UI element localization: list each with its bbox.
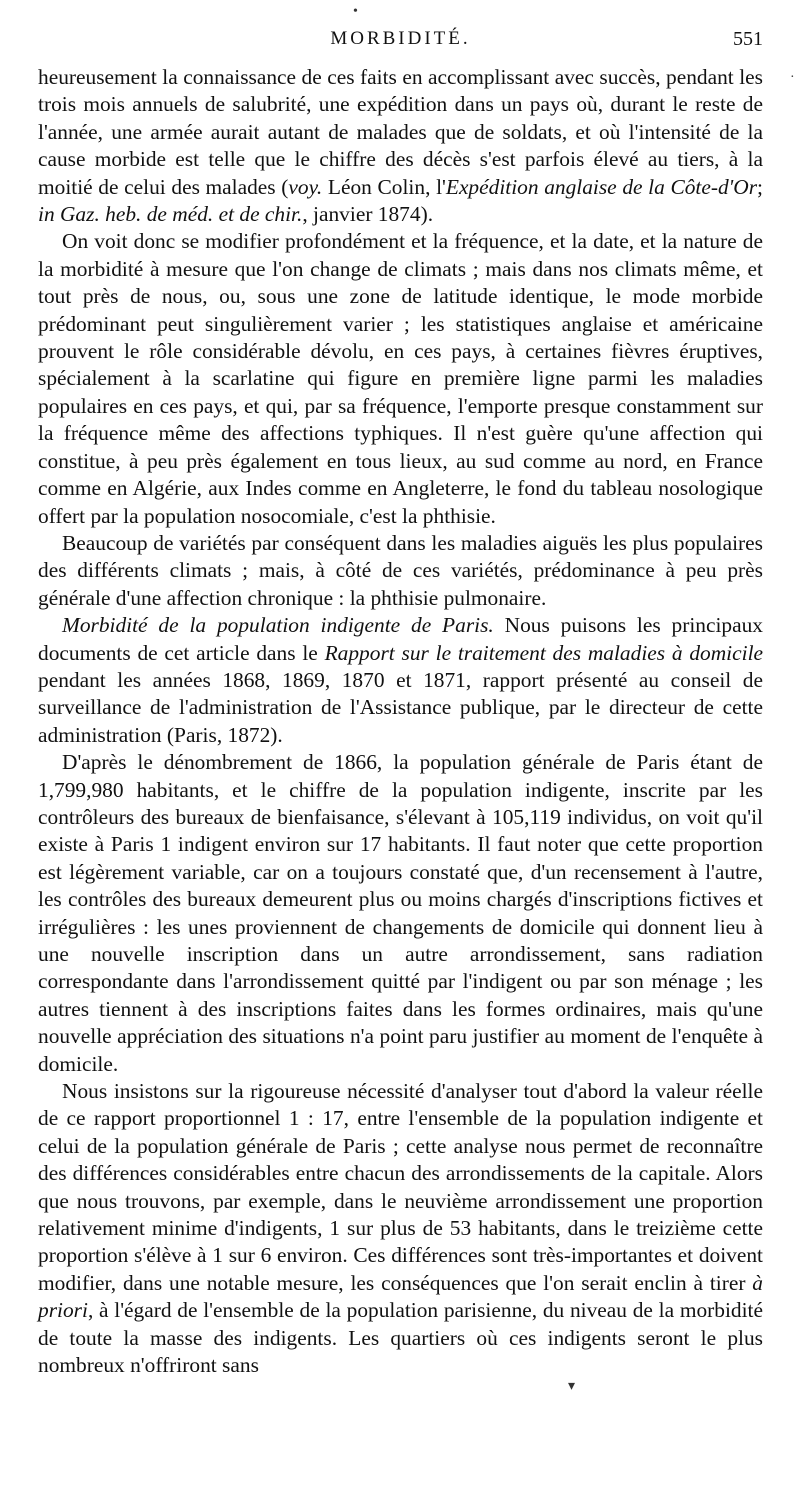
- text-run: ;: [757, 174, 763, 199]
- running-title: MORBIDITÉ.: [330, 28, 471, 49]
- italic-text: Expédition anglaise de la Côte-d'Or: [445, 174, 758, 199]
- italic-text: in Gaz. heb. de méd. et de chir.: [38, 202, 303, 227]
- text-run: D'après le dénombrement de 1866, la population générale de Paris étant de 1,799,980 habitants, et le chiffre de la population indigente, inscrite par les contrôleurs des bureaux de bienfaisance, s'élevant à 105,119 individus, on voit qu'il existe à Paris 1 indigent environ sur 17 habitants. Il faut noter que cette proportion est légèrement variable, car on a toujours constaté que, d'un recensement à l'autre, les contrôles des bureaux demeurent plus ou moins chargés d'inscriptions fictives et irrégulières : les unes proviennent de changements de domicile qui donnent lieu à une nouvelle inscription dans un autre arrondissement, sans radiation correspondante dans l'arrondissement quitté par l'indigent ou par son ménage ; les autres tiennent à des inscriptions faites dans les formes ordinaires, mais qu'une nouvelle appréciation des situations n'a point paru justifier au moment de l'enquête à domicile.: [38, 750, 763, 1076]
- italic-text: à priori: [38, 1270, 763, 1323]
- paragraph: [38, 530, 763, 612]
- body-text: [38, 64, 763, 1380]
- italic-text: Rapport sur le traitement des maladies à domicile: [324, 640, 764, 665]
- paragraph: [38, 1078, 763, 1379]
- paragraph: [38, 612, 763, 749]
- text-run: Nous insistons sur la rigoureuse nécessité d'analyser tout d'abord la valeur réelle de ce rapport proportionnel 1 : 17, entre l'ensemble de la population indigente et celui de la population générale de Paris ; cette analyse nous permet de reconnaître des différences considérables entre chacun des arrondissements de la capitale. Alors que nous trouvons, par exemple, dans le neuvième arrondissement une proportion relativement minime d'indigents, 1 sur plus de 53 habitants, dans le treizième cette proportion s'élève à 1 sur 6 environ. Ces différences sont très-importantes et doivent modifier, dans une notable mesure, les conséquences que l'on serait enclin à tirer: [38, 1079, 763, 1295]
- paragraph: [38, 749, 763, 1078]
- text-run: Beaucoup de variétés par conséquent dans les maladies aiguës les plus populaires des différents climats ; mais, à côté de ces variétés, prédominance à peu près générale d'une affection chronique : la phthisie pulmonaire.: [38, 530, 763, 610]
- text-run: heureusement la connaissance de ces faits en accomplissant avec succès, pendant les trois mois annuels de salubrité, une expédition dans un pays où, durant le reste de l'année, une armée aurait autant de malades que de soldats, et où l'intensité de la cause morbide est telle que le chiffre des décès s'est parfois élevé au tiers, à la moitié de celui des malades (: [38, 65, 763, 199]
- page-number: 551: [733, 28, 763, 50]
- print-speck: ▾: [568, 1379, 576, 1394]
- text-run: Nous puisons les principaux documents de cet article dans le: [38, 613, 763, 665]
- page-header: [38, 28, 763, 58]
- italic-text: Morbidité de la population indigente de Paris.: [62, 613, 494, 638]
- print-speck: ·: [790, 70, 795, 85]
- text-run: On voit donc se modifier profondément et la fréquence, et la date, et la nature de la morbidité à mesure que l'on change de climats ; mais dans nos climats même, et tout près de nous, ou, sous une zone de latitude identique, le mode morbide prédominant peut singulièrement varier ; les statistiques anglaise et américaine prouvent le rôle considérable dévolu, en ces pays, à certaines fièvres éruptives, spécialement à la scarlatine qui figure en première ligne parmi les maladies populaires en ces pays, et qui, par sa fréquence, l'emporte presque constamment sur la fréquence même des affections typhiques. Il n'est guère qu'une affection qui constitue, à peu près également en tous lieux, au sud comme au nord, en France comme en Algérie, aux Indes comme en Angleterre, le fond du tableau nosologique offert par la population nosocomiale, c'est la phthisie.: [38, 229, 763, 528]
- print-speck: •: [353, 4, 358, 19]
- text-run: , à l'égard de l'ensemble de la population parisienne, du niveau de la morbidité de toute la masse des indigents. Les quartiers où ces indigents seront le plus nombreux n'offriront sans: [38, 1298, 763, 1378]
- paragraph: [38, 228, 763, 529]
- text-run: Léon Colin, l': [322, 174, 446, 199]
- italic-text: voy.: [288, 174, 323, 199]
- paragraph: [38, 64, 763, 228]
- text-run: pendant les années 1868, 1869, 1870 et 1871, rapport présenté au conseil de surveillance de l'administration de l'Assistance publique, par le directeur de cette administration (Paris, 1872).: [38, 667, 763, 747]
- text-run: , janvier 1874).: [302, 202, 434, 227]
